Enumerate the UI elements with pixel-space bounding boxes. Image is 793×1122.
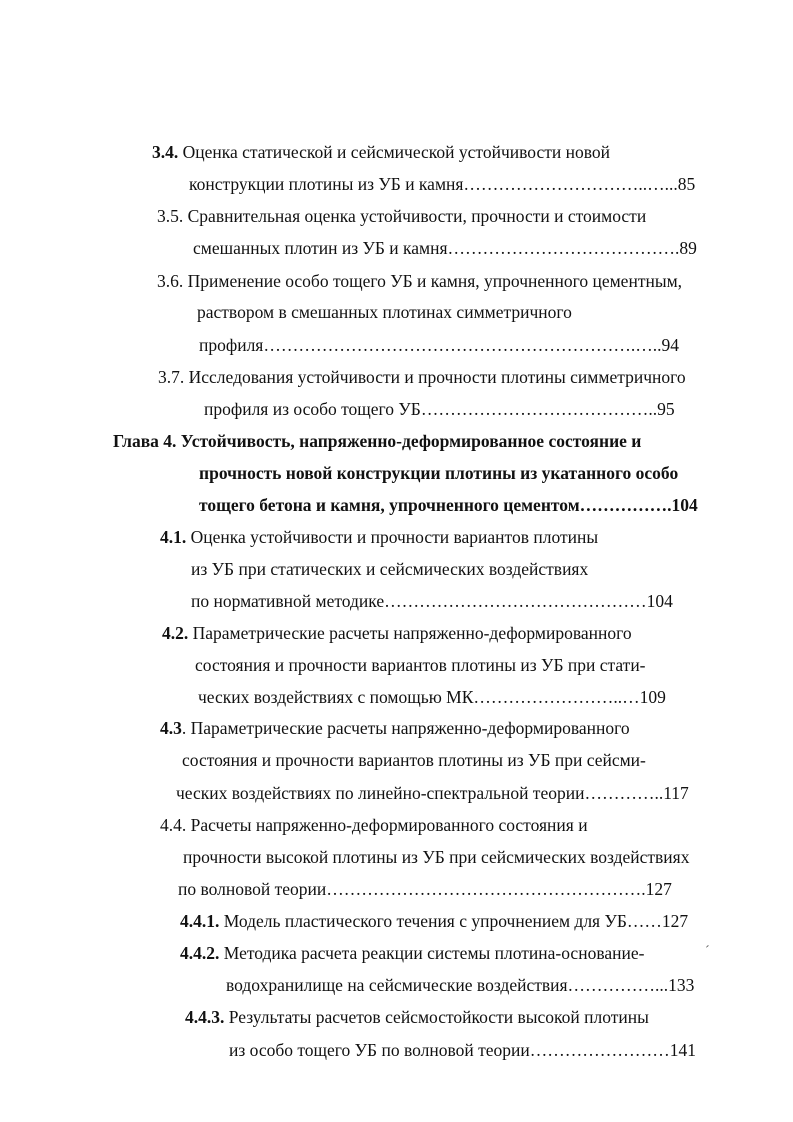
toc-entry-3-6-line2: раствором в смешанных плотинах симметричного xyxy=(197,302,572,322)
toc-number: 4.3 xyxy=(160,718,182,738)
toc-entry-3-7-line2: профиля из особо тощего УБ…………………………………..95 xyxy=(204,399,675,419)
toc-entry-4-4-2-line1: 4.4.2. Методика расчета реакции системы плотина-основание- xyxy=(180,943,645,963)
toc-number: 4.1. xyxy=(160,527,187,547)
toc-entry-4-2-line2: состояния и прочности вариантов плотины из УБ при стати- xyxy=(195,655,646,675)
scan-mark: ˊ xyxy=(705,944,710,959)
toc-entry-4-2-line3: ческих воздействиях с помощью МК……………………..…109 xyxy=(198,687,666,707)
toc-entry-3-4-line1: 3.4. Оценка статической и сейсмической устойчивости новой xyxy=(152,142,610,162)
toc-entry-4-3-line3: ческих воздействиях по линейно-спектральной теории…………..117 xyxy=(176,783,689,803)
toc-chapter-4-line3: тощего бетона и камня, упрочненного цементом…………….104 xyxy=(199,495,698,515)
toc-entry-4-4-line2: прочности высокой плотины из УБ при сейсмических воздействиях xyxy=(183,847,690,867)
toc-chapter-4-line1: Глава 4. Устойчивость, напряженно-деформированное состояние и xyxy=(113,431,642,451)
toc-entry-3-5-line1: 3.5. Сравнительная оценка устойчивости, прочности и стоимости xyxy=(157,206,647,226)
toc-entry-3-6-line1: 3.6. Применение особо тощего УБ и камня, упрочненного цементным, xyxy=(157,271,683,291)
toc-number: 3.4. xyxy=(152,142,179,162)
toc-chapter-4-line2: прочность новой конструкции плотины из укатанного особо xyxy=(199,463,679,483)
toc-number: 4.4.1. xyxy=(180,911,220,931)
toc-entry-4-1-line2: из УБ при статических и сейсмических воздействиях xyxy=(191,559,589,579)
toc-entry-4-4-line1: 4.4. Расчеты напряженно-деформированного состояния и xyxy=(160,815,588,835)
toc-entry-3-7-line1: 3.7. Исследования устойчивости и прочности плотины симметричного xyxy=(158,367,686,387)
toc-number: 4.4.3. xyxy=(185,1007,225,1027)
toc-entry-4-1-line1: 4.1. Оценка устойчивости и прочности вариантов плотины xyxy=(160,527,599,547)
toc-entry-3-6-line3: профиля……………………………………………………….…..94 xyxy=(199,335,679,355)
toc-entry-4-4-line3: по волновой теории……………………………………………….127 xyxy=(178,879,672,899)
toc-entry-4-4-3-line1: 4.4.3. Результаты расчетов сейсмостойкости высокой плотины xyxy=(185,1007,649,1027)
toc-entry-4-4-3-line2: из особо тощего УБ по волновой теории……………………141 xyxy=(229,1040,697,1060)
toc-entry-4-1-line3: по нормативной методике………………………………………104 xyxy=(191,591,673,611)
toc-entry-4-4-1-line1: 4.4.1. Модель пластического течения с упрочнением для УБ……127 xyxy=(180,911,689,931)
toc-entry-4-2-line1: 4.2. Параметрические расчеты напряженно-деформированного xyxy=(162,623,632,643)
toc-entry-3-5-line2: смешанных плотин из УБ и камня………………………………….89 xyxy=(193,238,697,258)
toc-entry-3-4-line2: конструкции плотины из УБ и камня…………………………..…...85 xyxy=(189,174,696,194)
toc-entry-4-4-2-line2: водохранилище на сейсмические воздействия……………...133 xyxy=(226,975,695,995)
toc-entry-4-3-line1: 4.3. Параметрические расчеты напряженно-деформированного xyxy=(160,718,630,738)
toc-entry-4-3-line2: состояния и прочности вариантов плотины из УБ при сейсми- xyxy=(182,750,646,770)
toc-number: 4.2. xyxy=(162,623,189,643)
toc-number: 4.4.2. xyxy=(180,943,220,963)
